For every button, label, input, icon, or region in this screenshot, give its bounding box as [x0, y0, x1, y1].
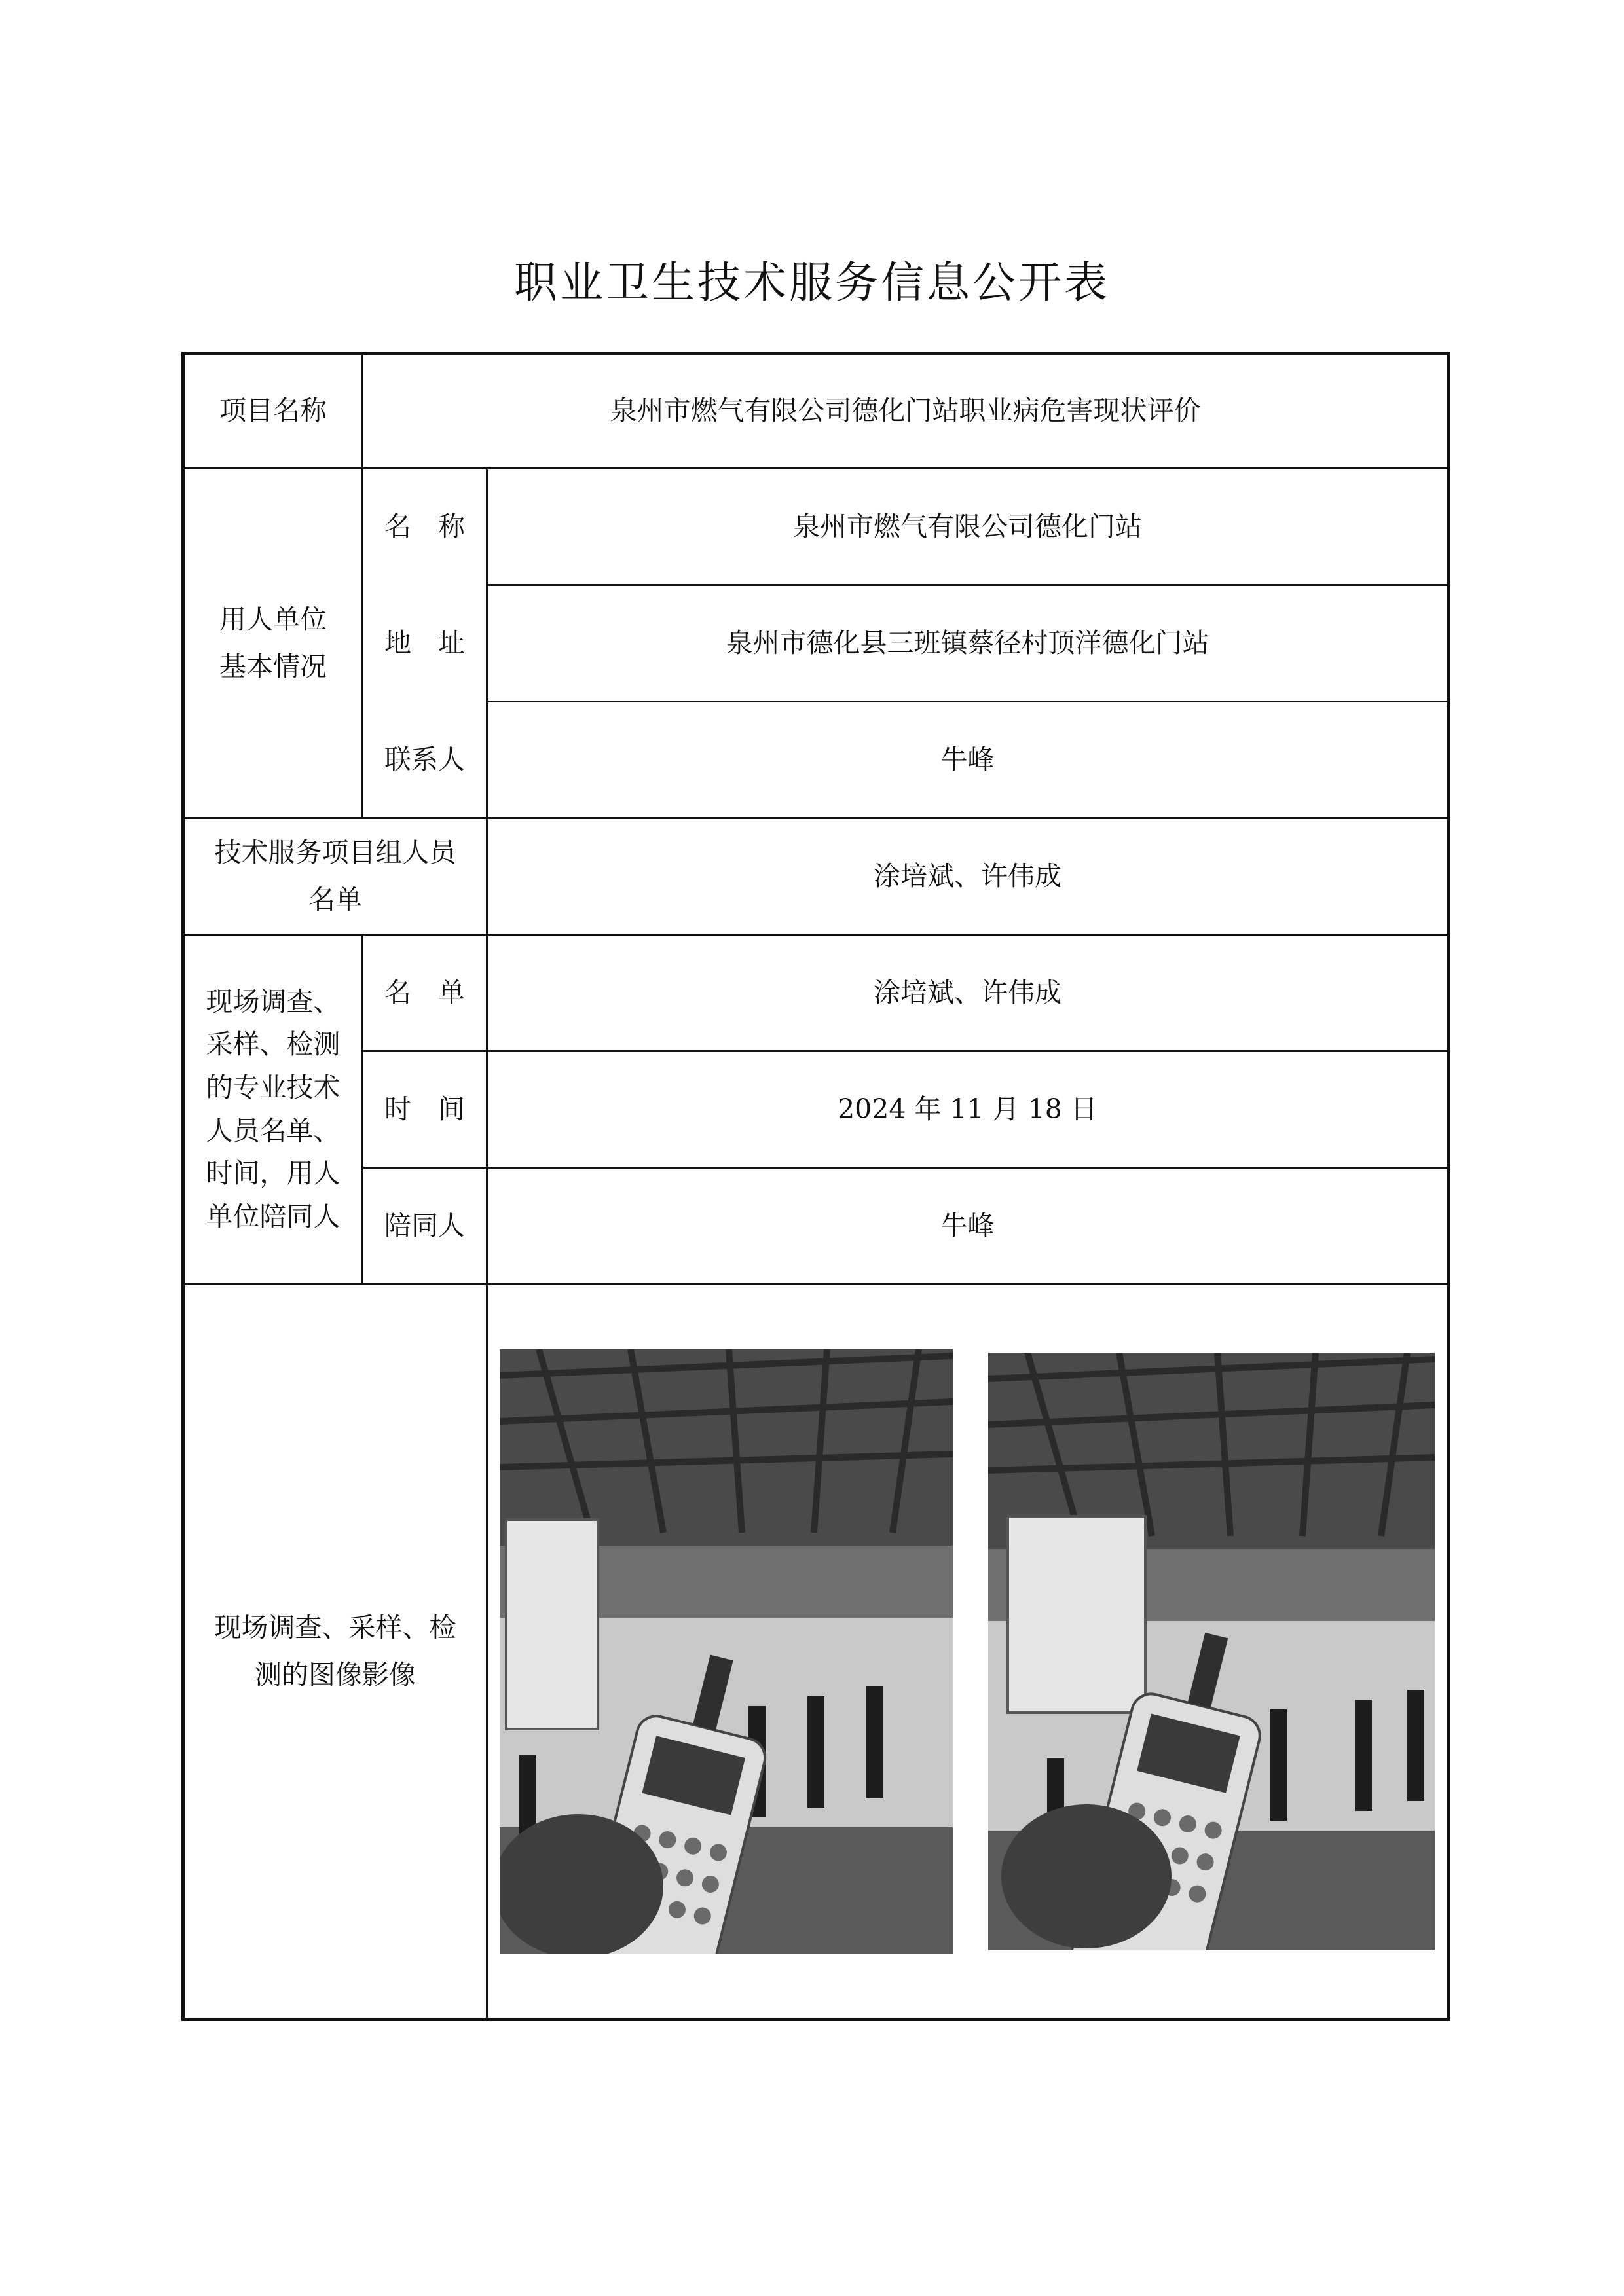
employer-name-value: 泉州市燃气有限公司德化门站 — [793, 510, 1142, 542]
survey-time-value: 2024 年 11 月 18 日 — [838, 1093, 1098, 1125]
site-photo-1 — [500, 1349, 953, 1954]
employer-name-label: 名 称 — [384, 510, 465, 542]
survey-escort-value: 牛峰 — [940, 1209, 995, 1241]
project-name-value: 泉州市燃气有限公司德化门站职业病危害现状评价 — [610, 395, 1201, 427]
employer-address-value: 泉州市德化县三班镇蔡径村顶洋德化门站 — [726, 627, 1209, 659]
images-label: 现场调查、采样、检 测的图像影像 — [214, 1611, 456, 1690]
site-photo-2 — [988, 1353, 1435, 1950]
survey-list-label: 名 单 — [384, 976, 465, 1008]
survey-escort-label: 陪同人 — [384, 1209, 465, 1241]
employer-address-label: 地 址 — [384, 627, 465, 659]
info-table — [181, 352, 1450, 2021]
col-divider — [486, 1283, 488, 2018]
survey-list-value: 涂培斌、许伟成 — [874, 976, 1061, 1008]
page-title: 职业卫生技术服务信息公开表 — [514, 257, 1110, 308]
employer-contact-value: 牛峰 — [940, 743, 995, 775]
employer-contact-label: 联系人 — [384, 743, 465, 775]
team-label: 技术服务项目组人员 名单 — [214, 836, 456, 915]
employer-label: 用人单位 基本情况 — [219, 603, 327, 682]
team-value: 涂培斌、许伟成 — [874, 860, 1061, 892]
survey-label: 现场调查、 采样、检测 的专业技术 人员名单、 时间，用人 单位陪同人 — [206, 985, 341, 1232]
project-name-label: 项目名称 — [219, 395, 327, 427]
survey-time-label: 时 间 — [384, 1093, 465, 1125]
